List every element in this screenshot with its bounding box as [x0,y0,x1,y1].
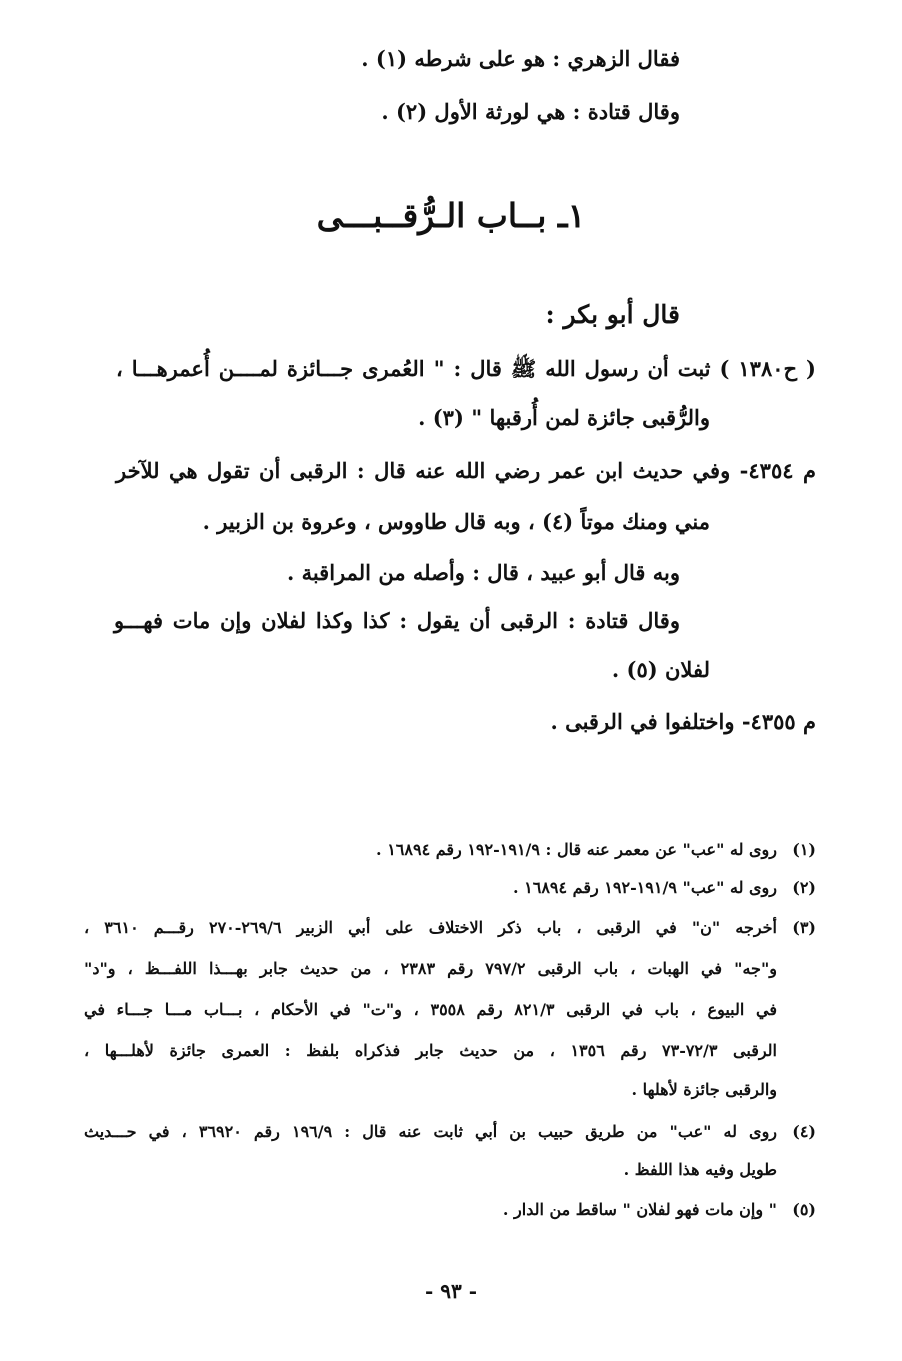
footnote-2-number: (٢) [792,878,816,897]
footnote-4-line-1: روى له "عب" من طريق حبيب بن أبي ثابت عنه قال : ١٩٦/٩ رقم ٣٦٩٢٠ ، في حـــديث [84,1122,778,1141]
footnote-4-number: (٤) [792,1122,816,1141]
m4354-line-3: وبه قال أبو عبيد ، قال : وأصله من المراقبة . [286,560,680,585]
m4355-line: م ٤٣٥٥- واختلفوا في الرقبى . [550,709,816,734]
footnote-3-line-3: في البيوع ، باب في الرقبى ٨٢١/٣ رقم ٣٥٥٨ ، و"ت" في الأحكام ، بـــاب مـــا جـــاء في [84,1000,778,1019]
m4354-line-2: مني ومنك موتاً (٤) ، وبه قال طاووس ، وعروة بن الزبير . [202,509,710,534]
footnote-4-line-2: طويل وفيه هذا اللفظ . [623,1160,777,1179]
m4354-line-5: لفلان (٥) . [611,657,710,682]
footnote-5-number: (٥) [792,1200,816,1219]
footnote-3-line-1: أخرجه "ن" في الرقبى ، باب ذكر الاختلاف على أبي الزبير ٢٦٩/٦-٢٧٠ رقـــم ٣٦١٠ ، [84,918,778,937]
speaker-heading: قال أبو بكر : [545,300,680,329]
footnote-3-line-2: و"جه" في الهبات ، باب الرقبى ٧٩٧/٢ رقم ٢٣٨٣ ، من حديث جابر بهـــذا اللفـــظ ، و"د" [84,959,777,978]
footnote-1-text: روى له "عب" عن معمر عنه قال : ١٩١/٩-١٩٢ رقم ١٦٨٩٤ . [376,840,777,859]
hadith-1380-line-2: والرُّقبى جائزة لمن أُرقبها " (٣) . [418,405,710,430]
footnote-2-text: روى له "عب" ١٩١/٩-١٩٢ رقم ١٦٨٩٤ . [513,878,777,897]
footnote-5-text: " وإن مات فهو لفلان " ساقط من الدار . [502,1200,777,1219]
footnote-1-number: (١) [792,840,816,859]
hadith-1380-line-1: ( ح١٣٨٠ ) ثبت أن رسول الله ﷺ قال : " العُمرى جـــائزة لمــــن أُعمرهـــا ، [116,356,816,381]
footnote-3-line-5: والرقبى جائزة لأهلها . [631,1080,777,1099]
m4354-line-4: وقال قتادة : الرقبى أن يقول : كذا وكذا لفلان وإن مات فهـــو [114,608,680,633]
footnote-3-line-4: الرقبى ٧٢/٣-٧٣ رقم ١٣٥٦ ، من حديث جابر فذكراه بلفظ : العمرى جائزة لأهلـــها ، [84,1041,777,1060]
text-line-qatada: وقال قتادة : هي لورثة الأول (٢) . [381,99,680,124]
text-line-zuhri: فقال الزهري : هو على شرطه (١) . [361,46,680,71]
footnote-3-number: (٣) [792,918,816,937]
m4354-line-1: م ٤٣٥٤- وفي حديث ابن عمر رضي الله عنه قال : الرقبى أن تقول هي للآخر [116,458,816,483]
page-number: - ٩٣ - [424,1279,477,1303]
chapter-title: ١ـ بــاب الـرُّقــبـــى [316,196,586,235]
